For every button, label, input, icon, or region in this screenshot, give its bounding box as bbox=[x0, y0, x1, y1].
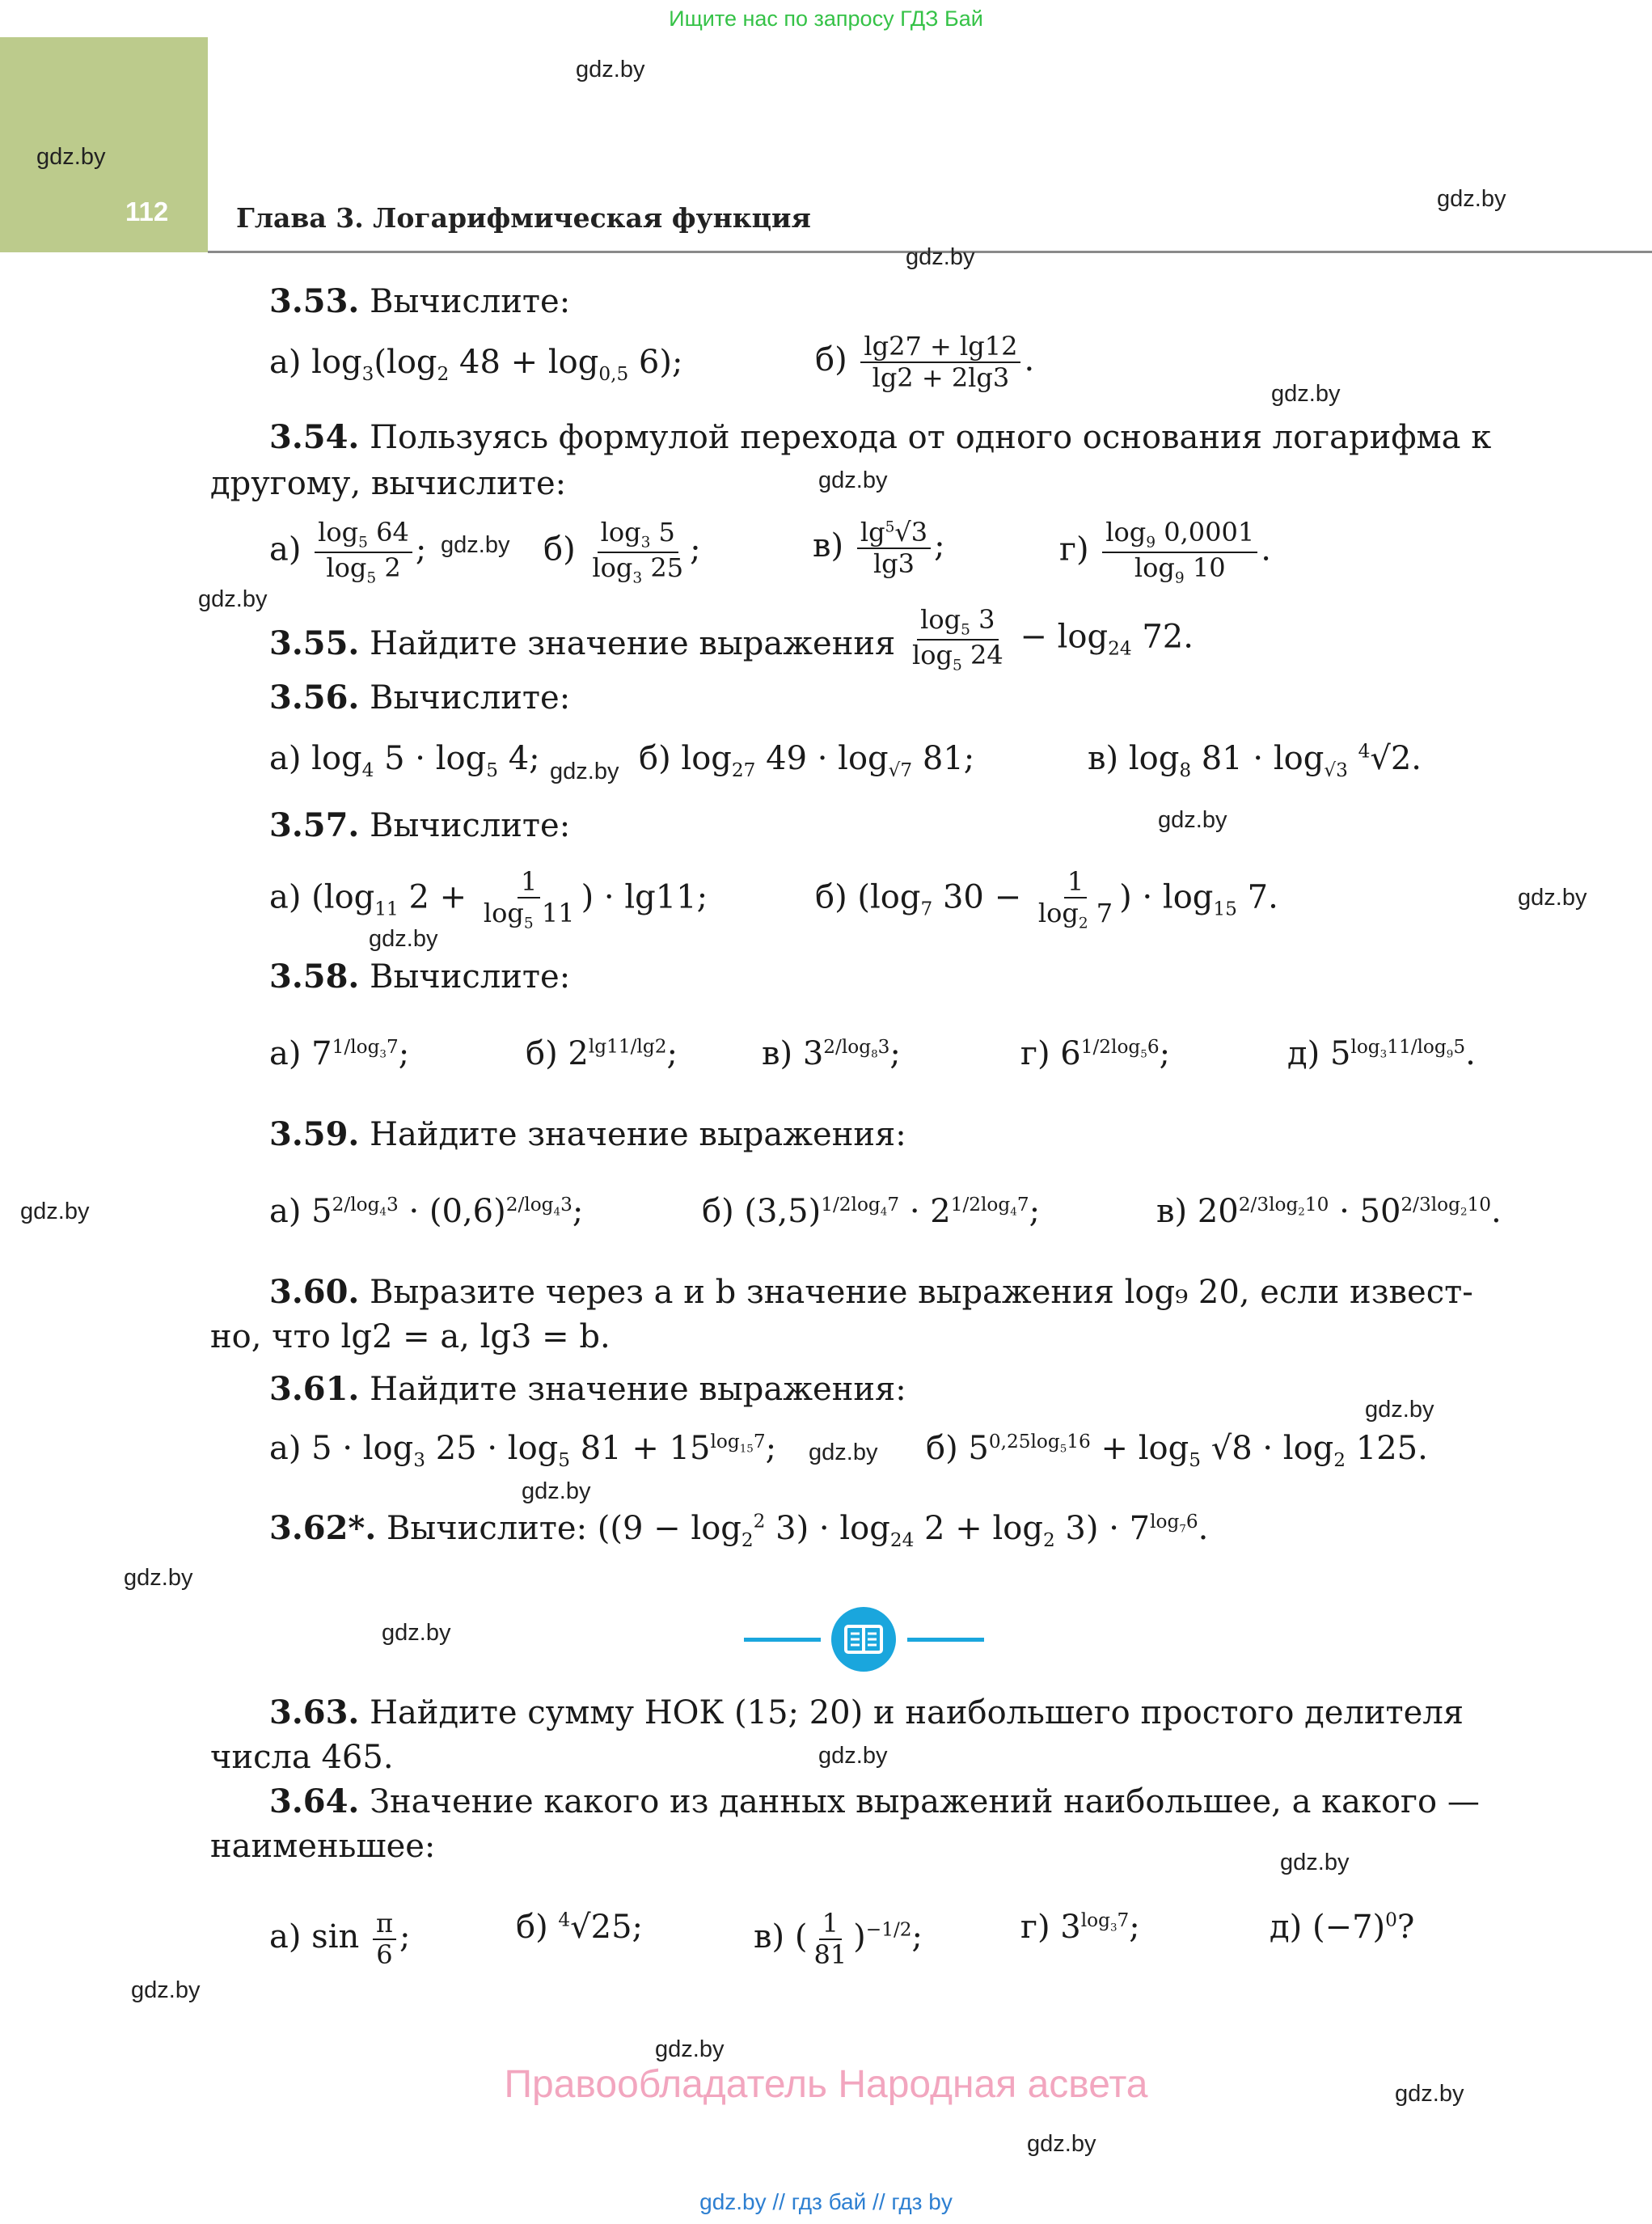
watermark: gdz.by bbox=[1437, 186, 1506, 212]
expr-3-54-b: б) $\frac{\log_3 5}{\log_3 25}$ ; bbox=[543, 517, 701, 587]
watermark: gdz.by bbox=[20, 1199, 90, 1224]
watermark: gdz.by bbox=[124, 1565, 193, 1591]
separator-left bbox=[744, 1638, 821, 1642]
expr-3-61-b: б) $5^{0,25log_516} + \log_5 √8 \cdot \log_2 125$. bbox=[926, 1430, 1428, 1471]
watermark: gdz.by bbox=[1365, 1397, 1434, 1423]
problem-3-64-line2: наименьшее: bbox=[210, 1828, 436, 1865]
watermark: gdz.by bbox=[809, 1440, 878, 1465]
expr-3-53-a: а) $\log_3(\log_2$ $48 + \log_{0,5} 6$); bbox=[269, 344, 683, 385]
expr-3-56-a: а) $\log_4 5 \cdot \log_5 4$; bbox=[269, 740, 540, 781]
expr-3-56-b: б) $\log_{27} 49 \cdot \log_{√7} 81$; bbox=[639, 740, 975, 781]
watermark: gdz.by bbox=[655, 2036, 725, 2062]
watermark: gdz.by bbox=[1395, 2081, 1464, 2107]
book-icon bbox=[831, 1607, 896, 1672]
footer-copyright: Правообладатель Народная асвета bbox=[504, 2063, 1148, 2106]
expr-3-53-b: б) $\frac{\lg 27 + \lg 12}{\lg 2 + 2\lg 3}$ . bbox=[815, 331, 1035, 393]
problem-3-55: 3.55. Найдите значение выражения bbox=[269, 624, 896, 662]
problem-3-63: 3.63. Найдите сумму НОК (15; 20) и наибольшего простого делителя bbox=[269, 1693, 1464, 1731]
expr-3-64-a: а) sin $\frac{\pi}{6}$ ; bbox=[269, 1908, 411, 1970]
page-number: 112 bbox=[125, 197, 169, 226]
watermark: gdz.by bbox=[1280, 1850, 1350, 1875]
watermark: gdz.by bbox=[576, 57, 645, 82]
problem-3-64: 3.64. Значение какого из данных выражений наибольшее, а какого — bbox=[269, 1782, 1480, 1820]
expr-3-59-b: б) $(3,5)^{1/2log_47} \cdot 2^{1/2log_47}$; bbox=[702, 1193, 1041, 1230]
problem-3-54-line2: другому, вычислите: bbox=[210, 465, 567, 502]
watermark: gdz.by bbox=[1027, 2131, 1096, 2157]
watermark: gdz.by bbox=[1271, 381, 1341, 407]
watermark: gdz.by bbox=[550, 759, 619, 784]
expr-3-57-b: б) ($\log_7$ 30 − $\frac{1}{\log_2 7}$ ) · $\log_{15} 7$. bbox=[815, 866, 1278, 932]
problem-3-58: 3.58. Вычислите: bbox=[269, 958, 571, 996]
expr-3-58-b: б) $2^{lg11/lg2}$; bbox=[526, 1035, 678, 1072]
expr-3-64-b: б) $^4$√25; bbox=[516, 1909, 644, 1946]
expr-3-55: $\frac{\log_5 3}{\log_5 24}$ − $\log_{24} 72$. bbox=[912, 604, 1194, 674]
expr-3-58-a: а) $7^{1/log_37}$; bbox=[269, 1035, 410, 1072]
watermark: gdz.by bbox=[382, 1620, 451, 1646]
expr-3-54-g: г) $\frac{\log_9 0,0001}{\log_9 10}$ . bbox=[1059, 517, 1271, 587]
expr-3-64-g: г) $3^{log_37}$; bbox=[1020, 1909, 1140, 1946]
expr-3-58-v: в) $3^{2/log_83}$; bbox=[762, 1035, 901, 1072]
problem-3-61: 3.61. Найдите значение выражения: bbox=[269, 1370, 906, 1408]
footer-links[interactable]: gdz.by // гдз бай // гдз by bbox=[699, 2189, 953, 2214]
top-banner[interactable]: Ищите нас по запросу ГДЗ Бай bbox=[669, 6, 983, 31]
problem-3-53: 3.53. Вычислите: bbox=[269, 282, 571, 320]
problem-3-62: 3.62*. Вычислите: $((9 - \log_2^2 3) \cdot \log_{24} 2 + \log_2 3) \cdot 7^{log_76}$. bbox=[269, 1509, 1209, 1551]
watermark: gdz.by bbox=[1518, 885, 1587, 911]
watermark: gdz.by bbox=[1158, 807, 1227, 833]
problem-3-60: 3.60. Выразите через a и b значение выражения log₉ 20, если извест- bbox=[269, 1273, 1473, 1311]
separator-right bbox=[907, 1638, 984, 1642]
watermark: gdz.by bbox=[522, 1478, 591, 1504]
problem-3-54: 3.54. Пользуясь формулой перехода от одного основания логарифма к bbox=[269, 418, 1492, 456]
problem-3-60-line2: но, что lg2 = a, lg3 = b. bbox=[210, 1318, 611, 1355]
expr-3-61-a: а) $5 \cdot \log_3 25 \cdot \log_5 81 + 15^{log_{15}7}$; bbox=[269, 1430, 777, 1471]
watermark: gdz.by bbox=[369, 926, 438, 952]
expr-3-54-v: в) $\frac{\lg^5√3}{\lg 3}$ ; bbox=[813, 517, 945, 579]
problem-3-59: 3.59. Найдите значение выражения: bbox=[269, 1115, 906, 1153]
watermark: gdz.by bbox=[906, 244, 975, 270]
problem-3-56: 3.56. Вычислите: bbox=[269, 679, 571, 717]
expr-3-57-a: а) ($\log_{11}$ 2 + $\frac{1}{\log_5 11}$ ) · lg11; bbox=[269, 866, 708, 932]
problem-3-57: 3.57. Вычислите: bbox=[269, 806, 571, 844]
watermark: gdz.by bbox=[36, 144, 106, 170]
watermark: gdz.by bbox=[818, 1743, 888, 1769]
watermark: gdz.by bbox=[131, 1977, 201, 2003]
expr-3-59-a: а) $5^{2/log_43} \cdot (0,6)^{2/log_43}$; bbox=[269, 1193, 584, 1230]
watermark: gdz.by bbox=[198, 586, 268, 612]
expr-3-64-v: в) ( $\frac{1}{81}$ )$^{-1/2}$; bbox=[754, 1908, 923, 1970]
problem-3-63-line2: числа 465. bbox=[210, 1739, 394, 1776]
expr-3-58-g: г) $6^{1/2log_56}$; bbox=[1020, 1035, 1171, 1072]
expr-3-59-v: в) $20^{2/3log_210} \cdot 50^{2/3log_210}$. bbox=[1156, 1193, 1502, 1230]
expr-3-58-d: д) $5^{log_311/log_95}$. bbox=[1287, 1035, 1476, 1072]
expr-3-56-v: в) $\log_8 81 \cdot \log_{√3} ^4√2$. bbox=[1088, 740, 1422, 781]
watermark: gdz.by bbox=[818, 467, 888, 493]
expr-3-64-d: д) $(-7)^0$? bbox=[1270, 1909, 1415, 1946]
chapter-title: Глава 3. Логарифмическая функция bbox=[236, 202, 811, 234]
watermark: gdz.by bbox=[441, 532, 510, 558]
expr-3-54-a: а) $\frac{\log_5 64}{\log_5 2}$ ; bbox=[269, 517, 427, 587]
